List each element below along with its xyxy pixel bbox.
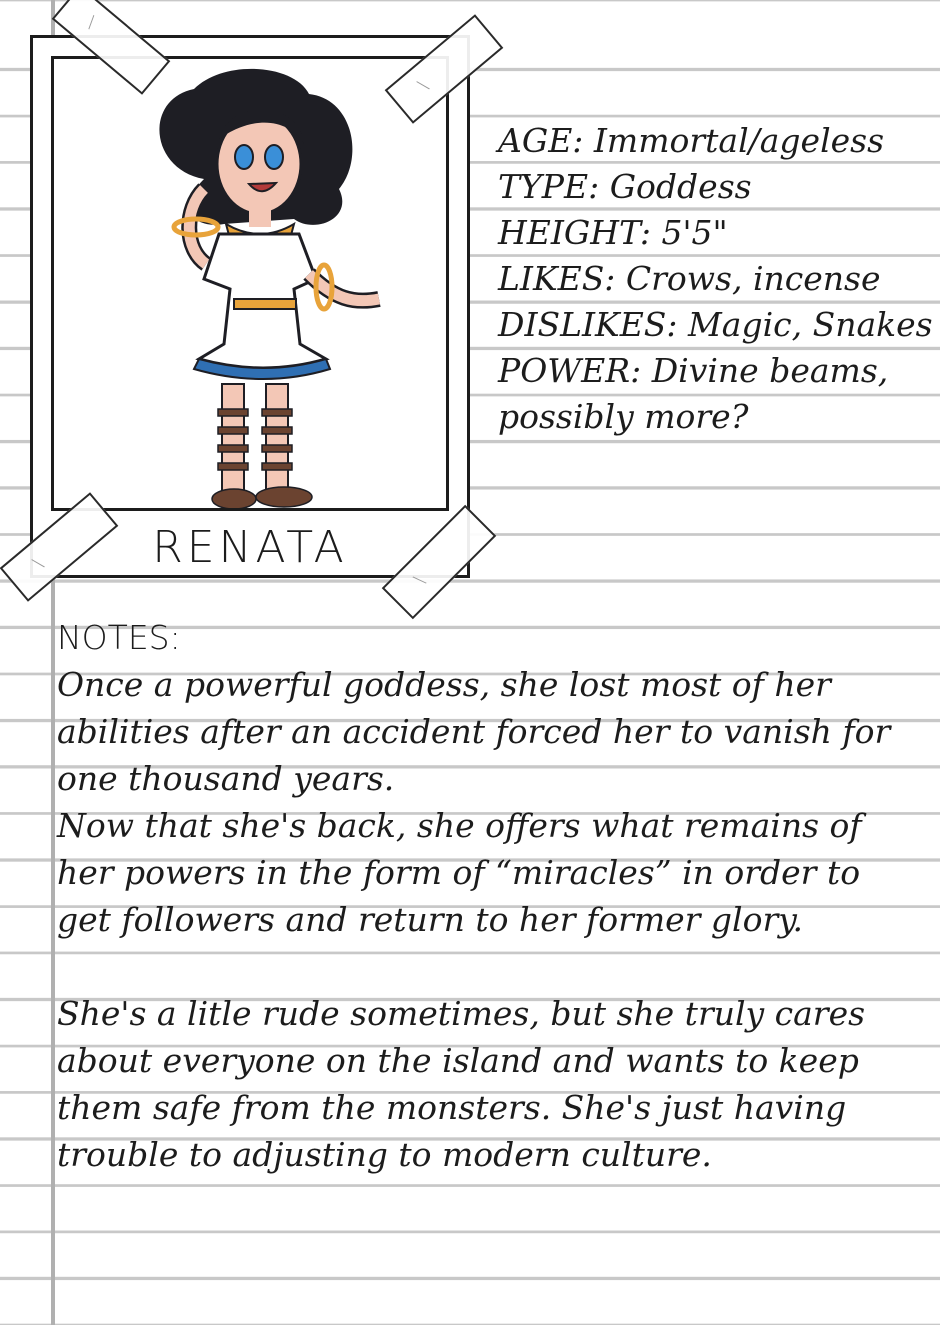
notes-line: about everyone on the island and wants to keep bbox=[57, 1041, 859, 1080]
notes-line: one thousand years. bbox=[57, 759, 395, 798]
character-illustration bbox=[54, 59, 446, 508]
notes-line: Now that she's back, she offers what remains of bbox=[57, 806, 862, 845]
notes-line: trouble to adjusting to modern culture. bbox=[57, 1135, 712, 1174]
stat-height: HEIGHT: 5'5" bbox=[498, 213, 728, 252]
stat-likes: LIKES: Crows, incense bbox=[498, 259, 881, 298]
notes-section bbox=[57, 614, 937, 1178]
stat-age: AGE: Immortal/ageless bbox=[498, 121, 885, 160]
notes-line: Once a powerful goddess, she lost most of her bbox=[57, 665, 831, 704]
notes-line: abilities after an accident forced her to vanish for bbox=[57, 712, 891, 751]
notes-label: NOTES: bbox=[57, 618, 181, 657]
polaroid-frame bbox=[30, 35, 470, 578]
character-portrait bbox=[51, 56, 449, 511]
notes-line: them safe from the monsters. She's just having bbox=[57, 1088, 847, 1127]
stat-power-continued: possibly more? bbox=[498, 397, 749, 436]
notes-line: She's a litle rude sometimes, but she truly cares bbox=[57, 994, 866, 1033]
stat-type: TYPE: Goddess bbox=[498, 167, 752, 206]
stat-power: POWER: Divine beams, bbox=[498, 351, 889, 390]
notes-line: her powers in the form of “miracles” in order to bbox=[57, 853, 861, 892]
character-name: RENATA bbox=[152, 522, 348, 573]
stat-dislikes: DISLIKES: Magic, Snakes bbox=[498, 305, 933, 344]
character-stats bbox=[498, 118, 938, 440]
paragraph-gap bbox=[57, 943, 937, 990]
notes-line: get followers and return to her former glory. bbox=[57, 900, 803, 939]
